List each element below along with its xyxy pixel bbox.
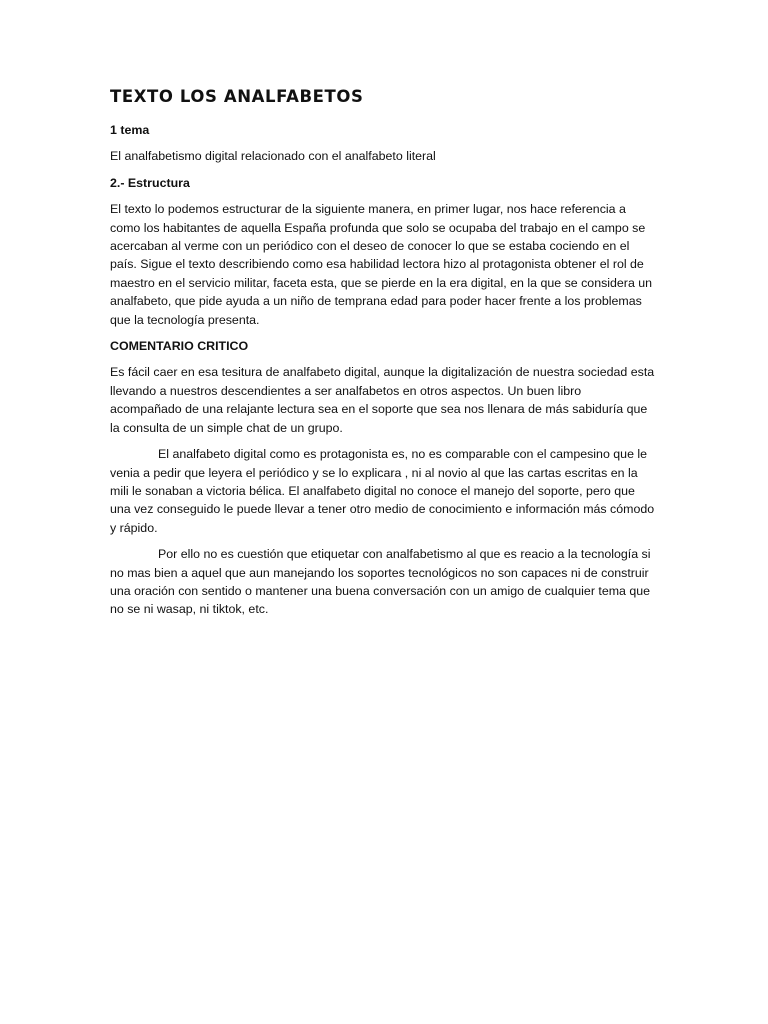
document-body <box>110 86 655 627</box>
section-heading-tema: 1 tema <box>110 123 150 137</box>
section-heading-comentario: COMENTARIO CRITICO <box>110 339 249 354</box>
section-text-estructura: El texto lo podemos estructurar de la siguiente manera, en primer lugar, nos hace referencia a como los habitantes de aquella España profunda que solo se ocupaba del trabajo en el campo se acercaban al verme con un periódico con el deseo de conocer lo que se estaba cociendo en el país. Sigue el texto describiendo como esa habilidad lectora hizo al protagonista obtener el rol de maestro en el servicio militar, faceta esta, que se pierde en la era digital, en la que se considera un analfabeto, que pide ayuda a un niño de temprana edad para poder hacer frente a los problemas que la tecnología presenta. <box>110 202 653 327</box>
commentary-paragraph-2: El analfabeto digital como es protagonista es, no es comparable con el campesino que le venia a pedir que leyera el periódico y se lo explicara , ni al novio al que las cartas escritas en la mili le sonaban a victoria bélica. El analfabeto digital no conoce el manejo del soporte, pero que una vez conseguido le puede llevar a tener otro medio de conocimiento e información más cómodo y rápido. <box>110 447 655 535</box>
document-title: TEXTO LOS ANALFABETOS <box>110 87 364 106</box>
section-text-tema: El analfabetismo digital relacionado con el analfabeto literal <box>110 149 436 164</box>
commentary-paragraph-3: Por ello no es cuestión que etiquetar con analfabetismo al que es reacio a la tecnología si no mas bien a aquel que aun manejando los soportes tecnológicos no son capaces ni de construir una oración con sentido o mantener una buena conversación con un amigo de cualquier tema que no se ni wasap, ni tiktok, etc. <box>110 547 651 617</box>
section-heading-estructura: 2.- Estructura <box>110 175 190 190</box>
commentary-paragraph-1: Es fácil caer en esa tesitura de analfabeto digital, aunque la digitalización de nuestra sociedad esta llevando a nuestros descendientes a ser analfabetos en otros aspectos. Un buen libro acompañado de una relajante lectura sea en el soporte que sea nos llenara de más sabiduría que la consulta de un simple chat de un grupo. <box>110 365 655 435</box>
